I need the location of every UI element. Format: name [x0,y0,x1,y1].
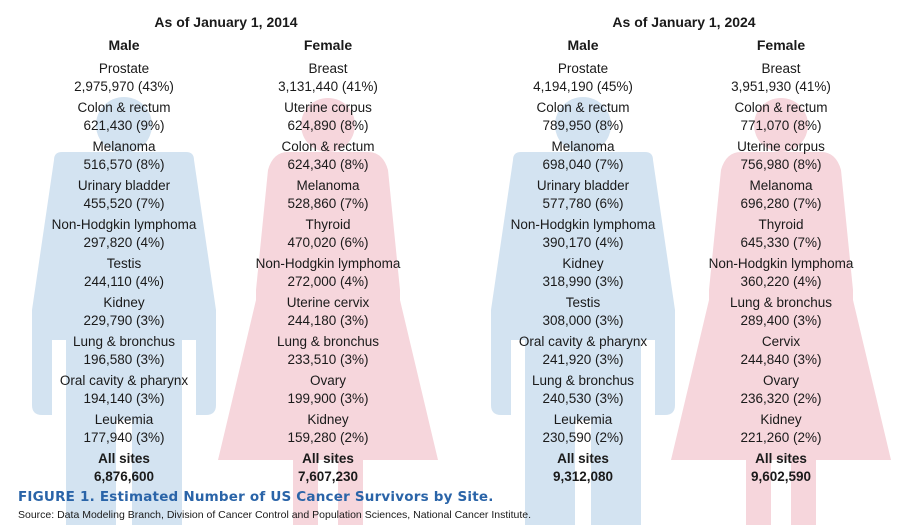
total-value: 9,602,590 [750,468,812,484]
survivor-count: 272,000 (4%) [287,273,369,289]
survivor-count: 4,194,190 (45%) [533,78,633,94]
survivor-count: 789,950 (8%) [542,117,624,133]
cancer-site-label: Prostate [557,61,609,76]
source-note: Source: Data Modeling Branch, Division of Cancer Control and Population Sciences, National Cancer Institute. [18,509,532,521]
survivor-entry [233,372,423,411]
survivor-count: 199,900 (3%) [287,390,369,406]
figure-caption: FIGURE 1. Estimated Number of US Cancer Survivors by Site. [18,489,494,505]
survivor-entry [29,60,219,99]
survivor-count: 177,940 (3%) [83,429,165,445]
survivor-entry [233,99,423,138]
survivor-entry [29,333,219,372]
survivor-count: 645,330 (7%) [740,234,822,250]
cancer-site-label: Urinary bladder [77,178,171,193]
all-sites-total [686,450,876,485]
survivor-count: 241,920 (3%) [542,351,624,367]
survivor-entry [686,372,876,411]
male-header-2014: Male [108,37,140,53]
cancer-site-label: Testis [565,295,601,310]
survivor-entry [233,60,423,99]
survivor-count: 756,980 (8%) [740,156,822,172]
survivor-entry [488,177,678,216]
survivor-count: 221,260 (2%) [740,429,822,445]
female-column-2024 [686,60,876,485]
survivor-entry [488,411,678,450]
survivor-entry [488,333,678,372]
cancer-site-label: Prostate [98,61,150,76]
total-value: 7,607,230 [297,468,359,484]
cancer-site-label: Non-Hodgkin lymphoma [510,217,656,232]
survivor-entry [29,177,219,216]
male-column-2024 [488,60,678,485]
survivor-count: 621,430 (9%) [83,117,165,133]
survivor-entry [29,255,219,294]
all-sites-total [29,450,219,485]
cancer-site-label: Melanoma [551,139,615,154]
survivor-entry [29,294,219,333]
panel-title-2014: As of January 1, 2014 [154,14,298,30]
cancer-site-label: Colon & rectum [536,100,630,115]
cancer-site-label: Melanoma [296,178,360,193]
survivor-count: 624,340 (8%) [287,156,369,172]
total-value: 6,876,600 [93,468,155,484]
survivor-count: 516,570 (8%) [83,156,165,172]
cancer-site-label: Testis [106,256,142,271]
all-sites-total [488,450,678,485]
survivor-count: 244,110 (4%) [83,273,165,289]
survivor-entry [488,294,678,333]
survivor-entry [233,255,423,294]
survivor-count: 455,520 (7%) [83,195,165,211]
survivor-count: 3,951,930 (41%) [731,78,831,94]
cancer-site-label: Ovary [309,373,346,388]
cancer-site-label: Thyroid [758,217,804,232]
cancer-site-label: Oral cavity & pharynx [59,373,189,388]
survivor-entry [686,411,876,450]
survivor-entry [686,294,876,333]
male-column-2014 [29,60,219,485]
survivor-entry [488,372,678,411]
survivor-entry [29,216,219,255]
cancer-site-label: Kidney [307,412,349,427]
cancer-site-label: Kidney [103,295,145,310]
total-label: All sites [98,451,150,466]
survivor-entry [29,138,219,177]
all-sites-total [233,450,423,485]
cancer-site-label: Lung & bronchus [729,295,833,310]
cancer-site-label: Urinary bladder [536,178,630,193]
cancer-site-label: Uterine corpus [737,139,825,154]
survivor-count: 3,131,440 (41%) [278,78,378,94]
survivor-entry [29,411,219,450]
cancer-site-label: Breast [308,61,348,76]
female-header-2024: Female [756,37,806,53]
survivor-count: 233,510 (3%) [287,351,369,367]
total-label: All sites [755,451,807,466]
cancer-site-label: Breast [761,61,801,76]
survivor-entry [233,177,423,216]
survivor-count: 289,400 (3%) [740,312,822,328]
survivor-count: 528,860 (7%) [287,195,369,211]
cancer-site-label: Colon & rectum [281,139,375,154]
cancer-site-label: Kidney [760,412,802,427]
cancer-site-label: Lung & bronchus [276,334,380,349]
total-label: All sites [302,451,354,466]
cancer-site-label: Uterine cervix [286,295,370,310]
survivor-count: 244,840 (3%) [740,351,822,367]
survivor-count: 159,280 (2%) [287,429,369,445]
survivor-entry [488,99,678,138]
female-header-2014: Female [303,37,353,53]
survivor-entry [233,138,423,177]
cancer-site-label: Ovary [762,373,799,388]
cancer-site-label: Melanoma [749,178,813,193]
total-label: All sites [557,451,609,466]
cancer-site-label: Thyroid [305,217,351,232]
cancer-site-label: Uterine corpus [284,100,372,115]
cancer-site-label: Lung & bronchus [531,373,635,388]
survivor-count: 318,990 (3%) [542,273,624,289]
survivor-entry [233,294,423,333]
survivor-entry [686,138,876,177]
cancer-site-label: Leukemia [553,412,613,427]
survivor-count: 360,220 (4%) [740,273,822,289]
panel-title-2024: As of January 1, 2024 [612,14,756,30]
cancer-site-label: Melanoma [92,139,156,154]
cancer-site-label: Lung & bronchus [72,334,176,349]
survivor-count: 194,140 (3%) [83,390,165,406]
cancer-site-label: Colon & rectum [734,100,828,115]
survivor-count: 577,780 (6%) [542,195,624,211]
survivor-entry [233,333,423,372]
survivor-entry [29,372,219,411]
cancer-site-label: Colon & rectum [77,100,171,115]
cancer-site-label: Leukemia [94,412,154,427]
total-value: 9,312,080 [552,468,614,484]
survivor-entry [29,99,219,138]
cancer-site-label: Cervix [761,334,801,349]
survivor-count: 236,320 (2%) [740,390,822,406]
cancer-site-label: Kidney [562,256,604,271]
survivor-count: 196,580 (3%) [83,351,165,367]
survivor-count: 696,280 (7%) [740,195,822,211]
survivor-count: 470,020 (6%) [287,234,369,250]
survivor-count: 771,070 (8%) [740,117,822,133]
survivor-entry [488,138,678,177]
cancer-site-label: Non-Hodgkin lymphoma [51,217,197,232]
cancer-site-label: Non-Hodgkin lymphoma [255,256,401,271]
survivor-entry [686,60,876,99]
survivor-count: 698,040 (7%) [542,156,624,172]
male-header-2024: Male [567,37,599,53]
survivor-entry [686,216,876,255]
survivor-entry [488,255,678,294]
survivor-count: 308,000 (3%) [542,312,624,328]
survivor-entry [233,411,423,450]
survivor-count: 624,890 (8%) [287,117,369,133]
survivor-count: 390,170 (4%) [542,234,624,250]
survivor-entry [686,255,876,294]
survivor-entry [686,177,876,216]
survivor-count: 230,590 (2%) [542,429,624,445]
survivor-count: 2,975,970 (43%) [74,78,174,94]
survivor-entry [488,60,678,99]
survivor-entry [686,99,876,138]
survivor-count: 240,530 (3%) [542,390,624,406]
survivor-count: 229,790 (3%) [83,312,165,328]
survivor-count: 297,820 (4%) [83,234,165,250]
survivor-entry [488,216,678,255]
survivor-entry [233,216,423,255]
survivor-count: 244,180 (3%) [287,312,369,328]
survivor-entry [686,333,876,372]
cancer-site-label: Oral cavity & pharynx [518,334,648,349]
female-column-2014 [233,60,423,485]
cancer-site-label: Non-Hodgkin lymphoma [708,256,854,271]
